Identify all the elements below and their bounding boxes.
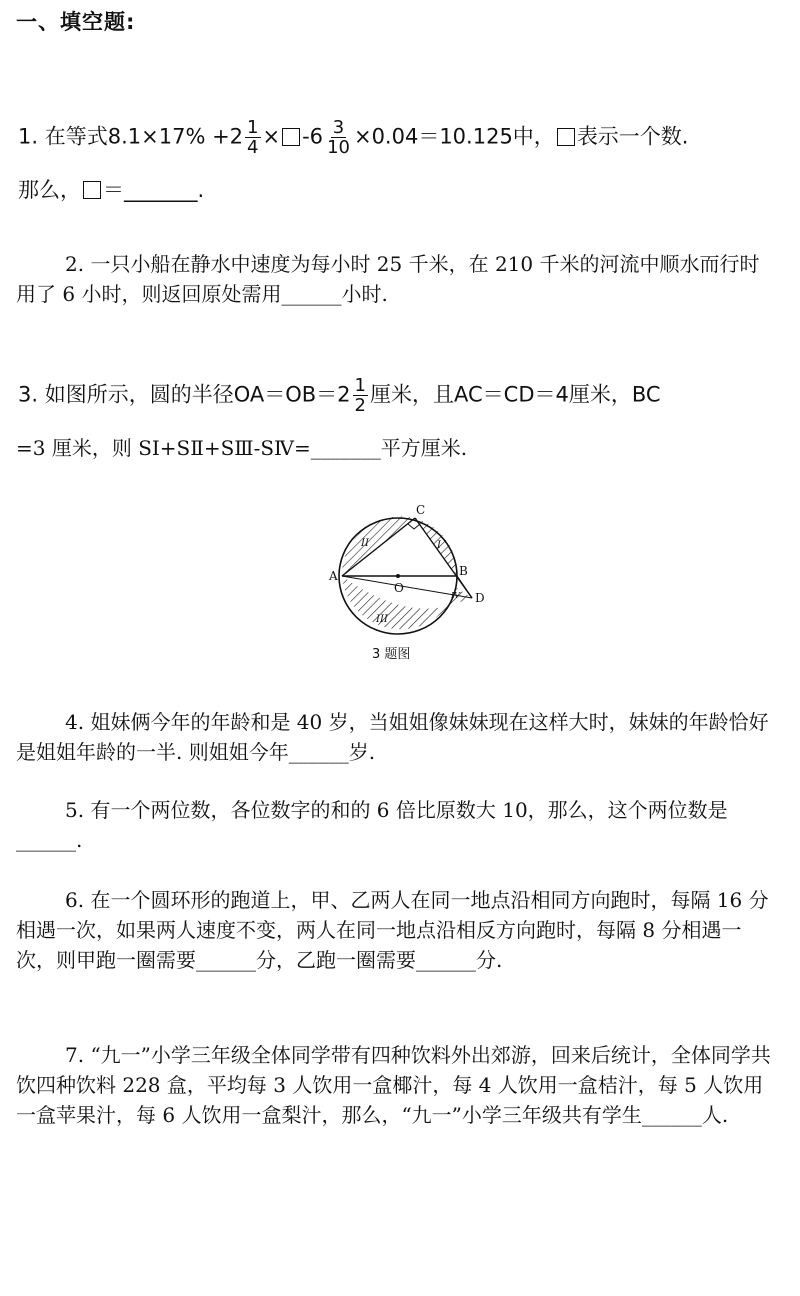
label-d: D (475, 591, 485, 605)
label-a: A (329, 569, 338, 583)
figure-caption: 3 题图 (372, 647, 411, 662)
fraction-numerator: 3 (332, 117, 345, 138)
fraction-3-10 (325, 118, 352, 157)
times-sign: × (262, 124, 281, 149)
question-3-line-1 (18, 376, 661, 415)
region-1-label: I (437, 540, 441, 551)
question-4: 4. 姐妹俩今年的年龄和是 40 岁，当姐姐像妹妹现在这样大时，妹妹的年龄恰好是姐姐年龄的一半. 则姐姐今年______岁. (16, 710, 769, 764)
question-1-tail-2: 表示一个数. (576, 124, 689, 149)
question-3-prefix: 3. 如图所示，圆的半径OA＝OB＝2 (18, 382, 351, 407)
region-2-label: II (361, 538, 369, 549)
fraction-1-2 (353, 376, 368, 415)
section-heading: 一、填空题: (16, 10, 136, 34)
question-3-line-2: =3 厘米，则 SⅠ+SⅡ+SⅢ-SⅣ=_______平方厘米. (16, 436, 468, 460)
question-2: 2. 一只小船在静水中速度为每小时 25 千米，在 210 千米的河流中顺水而行时用了 6 小时，则返回原处需用______小时. (16, 252, 760, 306)
question-6: 6. 在一个圆环形的跑道上，甲、乙两人在同一地点沿相同方向跑时，每隔 16 分相遇一次，如果两人速度不变，两人在同一地点沿相反方向跑时，每隔 8 分相遇一次，则甲跑一圈需要______分，乙跑一圈需要______分. (16, 888, 769, 972)
fraction-numerator: 1 (354, 375, 366, 396)
question-1-number: 1. (18, 124, 39, 149)
region-3-label: III (376, 614, 388, 625)
fraction-numerator: 1 (247, 117, 259, 138)
fraction-denominator: 4 (247, 137, 259, 158)
unknown-box-icon (557, 128, 575, 146)
question-1-line2-prefix: 那么， (18, 178, 81, 202)
right-angle-marker (408, 524, 420, 529)
minus-six: -6 (302, 124, 324, 149)
question-3-suffix: 厘米，且AC＝CD＝4厘米，BC (370, 382, 661, 407)
label-c: C (416, 503, 426, 517)
question-5: 5. 有一个两位数，各位数字的和的 6 倍比原数大 10，那么，这个两位数是______. (16, 798, 728, 852)
question-1-line-1 (18, 118, 689, 157)
label-o: O (394, 581, 404, 595)
circle-figure (320, 496, 490, 666)
center-point (396, 574, 400, 578)
unknown-box-icon (83, 181, 101, 199)
question-1-line-2 (18, 180, 204, 201)
question-1-answer-blank: ＝_______. (103, 178, 205, 202)
unknown-box-icon (282, 128, 300, 146)
label-b: B (459, 564, 468, 578)
fraction-denominator: 2 (354, 395, 366, 416)
question-7: 7. “九一”小学三年级全体同学带有四种饮料外出郊游，回来后统计，全体同学共饮四种饮料 228 盒，平均每 3 人饮用一盒椰汁，每 4 人饮用一盒桔汁，每 5 人饮用一盒苹果汁，每 6 人饮用一盒梨汁，那么，“九一”小学三年级共有学生______人. (16, 1043, 771, 1127)
region-4-label: IV (451, 591, 460, 600)
fraction-denominator: 10 (327, 137, 350, 158)
question-1-tail: ×0.04＝10.125中， (353, 124, 555, 149)
fraction-1-4 (245, 118, 260, 157)
question-1-prefix: 在等式8.1×17% +2 (44, 124, 244, 149)
